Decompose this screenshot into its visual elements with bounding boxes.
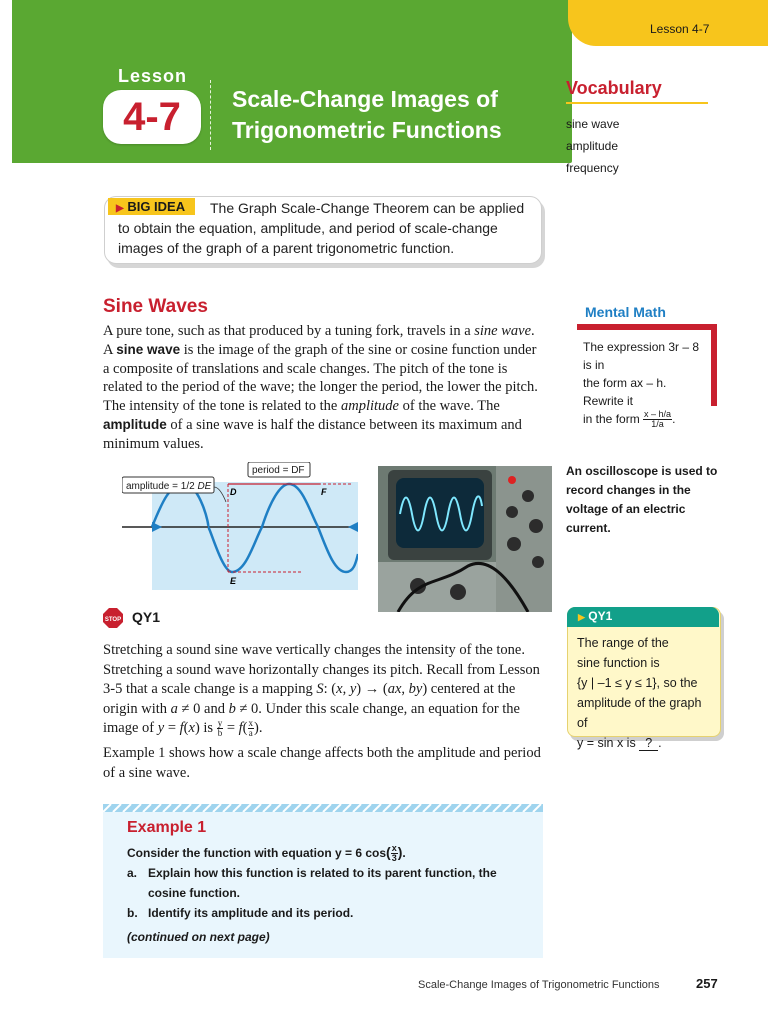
triangle-icon: ▶	[116, 203, 124, 214]
big-idea-label-text: BIG IDEA	[127, 199, 186, 214]
qy1-line4: amplitude of the graph of	[577, 696, 702, 730]
header-divider	[210, 80, 211, 150]
mental-math-line1: The expression 3r – 8 is in	[583, 340, 700, 372]
example-intro: Consider the function with equation y = 6 cos( $\frac{x}{3}$ ).	[127, 843, 406, 864]
mental-math-box	[577, 324, 717, 430]
section-title: Sine Waves	[103, 296, 208, 317]
example-part-a: a. Explain how this function is related to its parent function, the cosine function.	[127, 866, 497, 901]
lesson-number-badge: 4-7	[103, 90, 201, 144]
mental-math-fraction: $\frac{x - h/a}{1/a}$	[644, 409, 672, 430]
vocabulary-item[interactable]: amplitude	[566, 139, 619, 153]
big-idea-label	[108, 198, 195, 215]
oscilloscope-photo	[378, 466, 552, 612]
big-idea-text: The Graph Scale-Change Theorem can be applied to obtain the equation, amplitude, and period of scale-change images of the graph of a parent trigonometric function.	[118, 200, 525, 256]
continued-note: (continued on next page)	[127, 930, 270, 944]
example-part-b: b. Identify its amplitude and its period.	[127, 906, 354, 921]
section-paragraph: A pure tone, such as that produced by a tuning fork, travels in a sine wave. A sine wave is the image of the graph of the sine or cosine function under a composite of translations and scale changes. The pitch of the tone is related to the period of the wave; the longer the period, the lower the pitch. The intensity of the tone is related to the amplitude of the wave. The amplitude of a sine wave is half the distance between its maximum and minimum values.	[103, 323, 538, 452]
qy1-label[interactable]: QY1	[132, 609, 161, 625]
example-intro-paragraph: Example 1 shows how a scale change affects both the amplitude and period of a sine wave.	[103, 745, 541, 781]
scale-change-paragraph: Stretching a sound sine wave vertically changes the intensity of the tone. Stretching a sound wave horizontally changes its pitch. Recall from Lesson 3-5 that a scale change is a mapping S: (x, y) → (ax, by) centered at the origin with a ≠ 0 and b ≠ 0. Under this scale change, an equation for the image of y = f(x) is $\frac{y}{b}$ = f( $\frac{x}{a}$ ).	[103, 642, 540, 739]
qy1-blank[interactable]: ?	[639, 736, 658, 751]
mental-math-line2: the form ax – h. Rewrite it	[583, 376, 667, 408]
mental-math-title: Mental Math	[585, 304, 666, 320]
qy1-line2: sine function is	[577, 656, 660, 670]
stop-sign-icon	[103, 608, 123, 628]
mental-math-line3: in the form $\frac{x - h/a}{1/a}$ .	[583, 409, 676, 430]
qy1-line1: The range of the	[577, 636, 669, 650]
point-d-label: D	[230, 487, 237, 497]
vocabulary-list	[566, 113, 619, 179]
lesson-title-line1: Scale-Change Images of	[232, 86, 498, 112]
lesson-word: Lesson	[118, 66, 188, 86]
svg-text:STOP: STOP	[104, 617, 122, 623]
amplitude-label: amplitude = 1/2 DE	[126, 481, 212, 492]
sine-wave-graph	[122, 462, 358, 590]
lesson-title-line2: Trigonometric Functions	[232, 117, 502, 143]
vocabulary-item[interactable]: sine wave	[566, 117, 620, 131]
qy1-line3: {y | –1 ≤ y ≤ 1}, so the	[577, 676, 698, 690]
qy1-line5: y = sin x is ? .	[577, 736, 662, 750]
qy1-text	[577, 633, 715, 753]
vocabulary-rule	[566, 102, 708, 104]
lesson-title	[232, 84, 552, 146]
triangle-icon: ▶	[578, 612, 585, 622]
point-e-label: E	[230, 576, 237, 586]
example-text	[127, 842, 527, 923]
vocabulary-title: Vocabulary	[566, 78, 662, 98]
oscilloscope-illustration	[378, 466, 552, 612]
vocabulary-item[interactable]: frequency	[566, 161, 619, 175]
qy1-header-label: ▶ QY1	[578, 609, 613, 623]
example-title: Example 1	[127, 819, 207, 836]
page-number: 257	[696, 976, 718, 991]
graph-background	[152, 482, 358, 590]
example-top-border	[103, 804, 543, 812]
lesson-tab-label: Lesson 4-7	[650, 22, 710, 36]
period-label: period = DF	[252, 465, 305, 476]
footer-title: Scale-Change Images of Trigonometric Functions	[418, 979, 660, 991]
oscilloscope-caption: An oscilloscope is used to record changes in the voltage of an electric current.	[566, 464, 718, 535]
point-f-label: F	[321, 487, 327, 497]
